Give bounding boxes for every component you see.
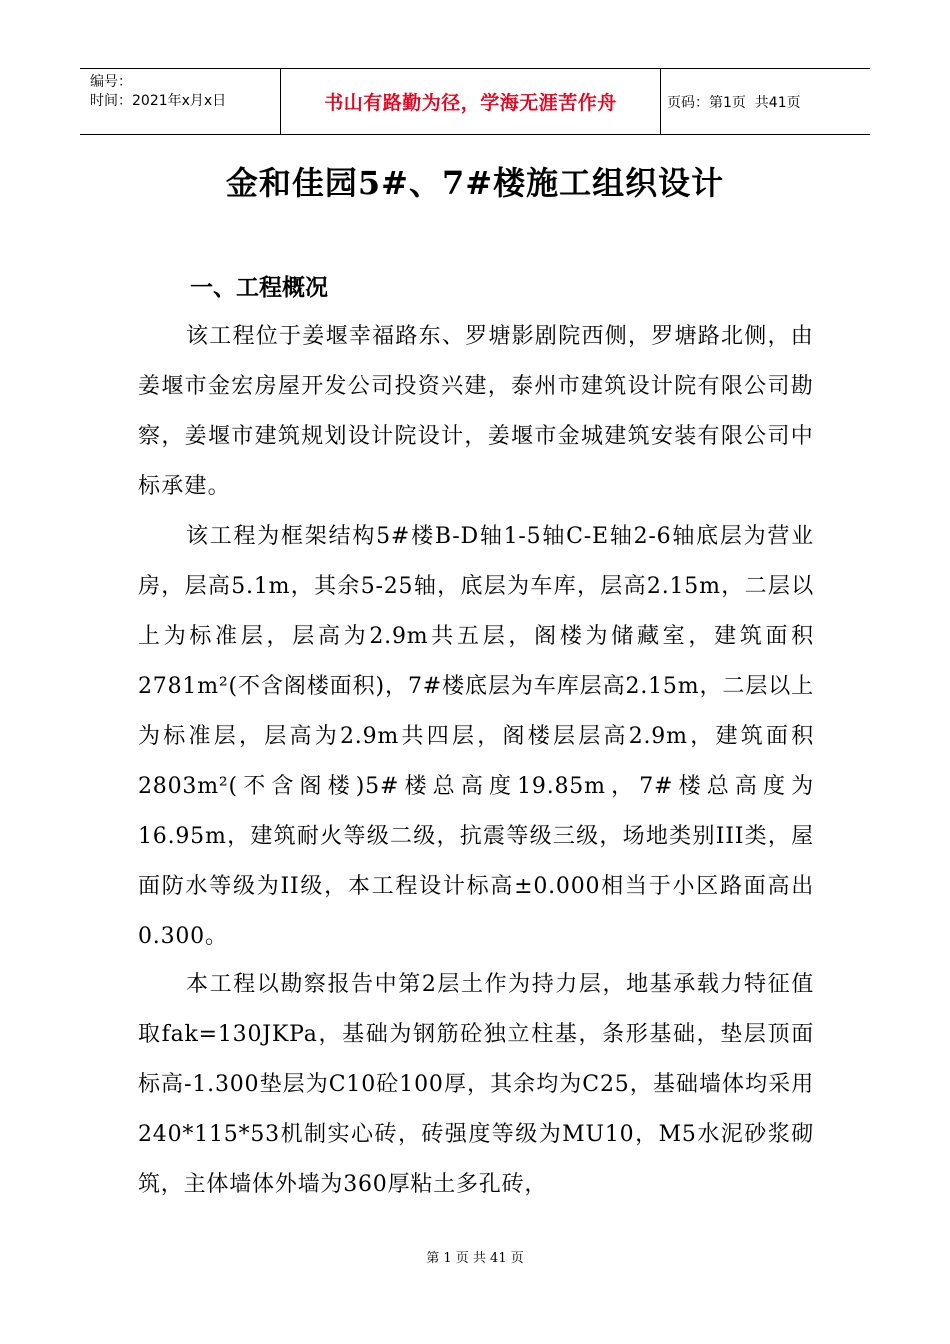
page-footer <box>0 1247 950 1266</box>
header-page-info: 页码：第1页 共41页 <box>667 94 801 111</box>
document-number-label: 编号： <box>90 74 132 90</box>
body-paragraph-2-block <box>138 512 814 962</box>
body-paragraph: 本工程以勘察报告中第2层土作为持力层，地基承载力特征值取fak=130JKPa，基础为钢筋砼独立柱基，条形基础，垫层顶面标高-1.300垫层为C10砼100厚，其余均为C25，基础墙体均采用240*115*53机制实心砖，砖强度等级为MU10，M5水泥砂浆砌筑，主体墙体外墙为360厚粘土多孔砖， <box>138 972 814 1197</box>
header-page-cell <box>661 69 870 134</box>
body-paragraph: 该工程为框架结构5#楼B-D轴1-5轴C-E轴2-6轴底层为营业房，层高5.1m，其余5-25轴，底层为车库，层高2.15m，二层以上为标准层，层高为2.9m共五层，阁楼为储藏室，建筑面积2781m²(不含阁楼面积)，7#楼底层为车库层高2.15m，二层以上为标准层，层高为2.9m共四层，阁楼层层高2.9m，建筑面积2803m²(不含阁楼)5#楼总高度19.85m，7#楼总高度为16.95m，建筑耐火等级二级，抗震等级三级，场地类别III类，屋面防水等级为II级，本工程设计标高±0.000相当于小区路面高出0.300。 <box>138 524 814 949</box>
document-title: 金和佳园5#、7#楼施工组织设计 <box>225 164 725 202</box>
header-motto: 书山有路勤为径，学海无涯苦作舟 <box>324 92 617 114</box>
body-paragraph: 该工程位于姜堰幸福路东、罗塘影剧院西侧，罗塘路北侧，由姜堰市金宏房屋开发公司投资兴建，泰州市建筑设计院有限公司勘察，姜堰市建筑规划设计院设计，姜堰市金城建筑安装有限公司中标承建。 <box>138 324 814 499</box>
footer-page-number: 第 1 页 共 41 页 <box>426 1251 524 1266</box>
body-paragraph-3-block <box>138 960 814 1210</box>
header-meta-cell <box>80 69 281 134</box>
page-header-table <box>80 68 870 135</box>
document-time-label: 时间：2021年x月x日 <box>90 93 227 109</box>
section-heading: 一、工程概况 <box>190 275 328 301</box>
body-paragraph-1-block <box>138 312 814 512</box>
header-motto-cell <box>281 69 661 134</box>
